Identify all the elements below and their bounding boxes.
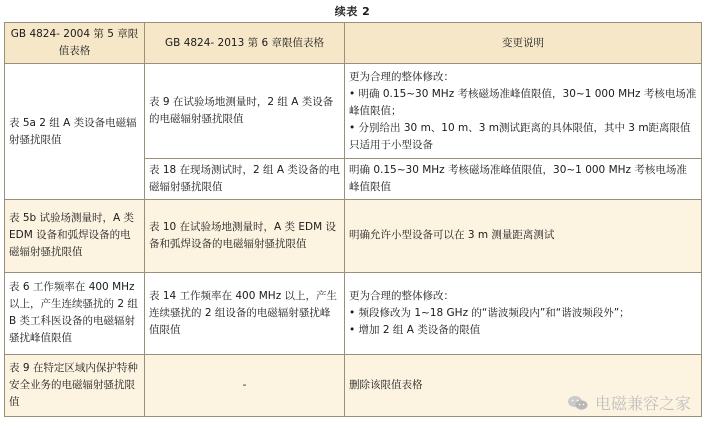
row4-old-table: 表 6 工作频率在 400 MHz 以上，产生连续骚扰的 2 组 B 类工科医设备的电磁辐射骚扰峰值限值: [5, 272, 145, 355]
row4-change-bullet2: • 增加 2 组 A 类设备的限值: [349, 323, 481, 336]
limit-table: [4, 22, 702, 417]
wechat-icon: [567, 395, 589, 411]
row4-change-intro: 更为合理的整体修改：: [349, 289, 454, 302]
header-old-standard: GB 4824- 2004 第 5 章限值表格: [5, 23, 145, 64]
table-caption: 续表 2: [334, 5, 371, 18]
row1-old-table: 表 5a 2 组 A 类设备电磁辐射骚扰限值: [5, 64, 145, 200]
row4-change: [345, 272, 702, 355]
row4-new-table: 表 14 工作频率在 400 MHz 以上，产生连续骚扰的 2 组设备的电磁辐射骚扰峰值限值: [145, 272, 345, 355]
row3-old-table: 表 5b 试验场测量时，A 类 EDM 设备和弧焊设备的电磁辐射骚扰限值: [5, 200, 145, 272]
watermark-text: 电磁兼容之家: [594, 394, 691, 413]
row5-old-table: 表 9 在特定区域内保护特种安全业务的电磁辐射骚扰限值: [5, 355, 145, 417]
header-change-description: 变更说明: [345, 23, 702, 64]
header-new-standard: GB 4824- 2013 第 6 章限值表格: [145, 23, 345, 64]
row3-change: 明确允许小型设备可以在 3 m 测量距离测试: [345, 200, 702, 272]
row3-new-table: 表 10 在试验场地测量时，A 类 EDM 设备和弧焊设备的电磁辐射骚扰限值: [145, 200, 345, 272]
row1-change-intro: 更为合理的整体修改：: [349, 70, 454, 83]
row1-change: [345, 64, 702, 159]
row1-change-bullet2: • 分别给出 30 m、10 m、3 m测试距离的具体限值，其中 3 m距离限值只适用于小型设备: [349, 121, 691, 151]
row5-change: 删除该限值表格: [345, 355, 702, 417]
row1-change-bullet1: • 明确 0.15~30 MHz 考核磁场准峰值限值，30~1 000 MHz 考核电场准峰值限值；: [349, 87, 697, 117]
row4-change-bullet1: • 频段修改为 1~18 GHz 的“谐波频段内”和“谐波频段外”；: [349, 306, 630, 319]
watermark: [567, 391, 691, 414]
row2-new-table: 表 18 在现场测试时，2 组 A 类设备的电磁辐射骚扰限值: [145, 159, 345, 200]
row2-change: 明确 0.15~30 MHz 考核磁场准峰值限值，30~1 000 MHz 考核电场准峰值限值: [345, 159, 702, 200]
row5-new-table: -: [145, 355, 345, 417]
row1-new-table: 表 9 在试验场地测量时，2 组 A 类设备的电磁辐射骚扰限值: [145, 64, 345, 159]
